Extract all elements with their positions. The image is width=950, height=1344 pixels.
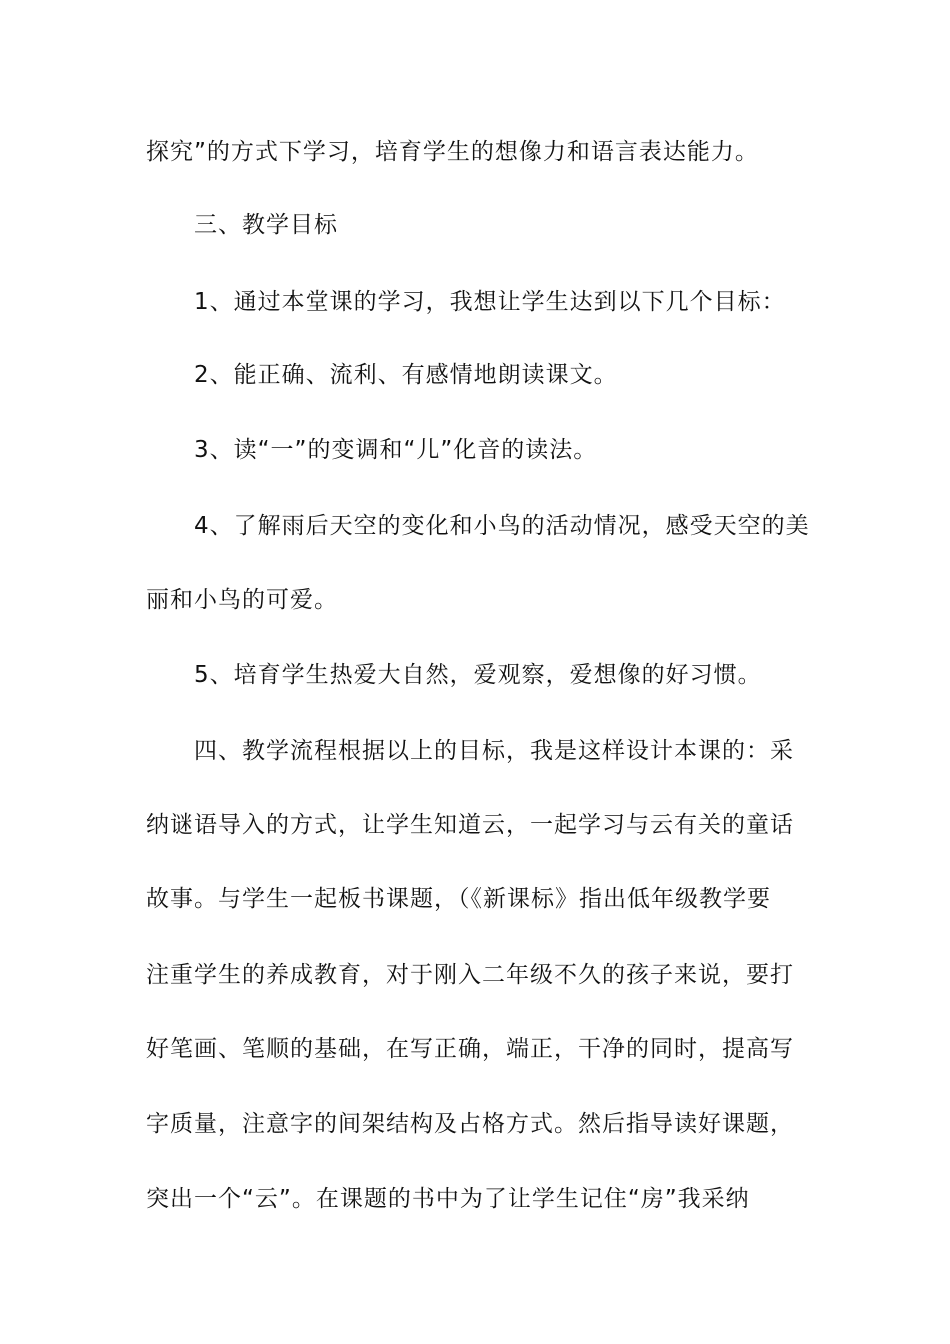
text-line: 突出一个“云”。在课题的书中为了让学生记住“房”我采纳: [146, 1186, 750, 1212]
text-line: 4、了解雨后天空的变化和小鸟的活动情况，感受天空的美: [194, 513, 810, 539]
text-line: 故事。与学生一起板书课题，（《新课标》指出低年级教学要: [146, 886, 771, 912]
text-line: 注重学生的养成教育，对于刚入二年级不久的孩子来说，要打: [146, 962, 794, 988]
section-heading-teaching-goals: 三、教学目标: [194, 212, 338, 238]
text-line: 探究”的方式下学习，培育学生的想像力和语言表达能力。: [146, 139, 759, 165]
text-line: 纳谜语导入的方式，让学生知道云，一起学习与云有关的童话: [146, 812, 794, 838]
text-line: 1、通过本堂课的学习，我想让学生达到以下几个目标：: [194, 289, 786, 315]
text-line: 丽和小鸟的可爱。: [146, 587, 338, 613]
text-line: 字质量，注意字的间架结构及占格方式。然后指导读好课题，: [146, 1111, 794, 1137]
text-line: 好笔画、笔顺的基础，在写正确，端正，干净的同时，提高写: [146, 1036, 794, 1062]
text-line: 2、能正确、流利、有感情地朗读课文。: [194, 362, 618, 388]
section-heading-teaching-process: 四、教学流程根据以上的目标，我是这样设计本课的：采: [194, 738, 794, 764]
text-line: 3、读“一”的变调和“儿”化音的读法。: [194, 437, 598, 463]
text-line: 5、培育学生热爱大自然，爱观察，爱想像的好习惯。: [194, 662, 762, 688]
